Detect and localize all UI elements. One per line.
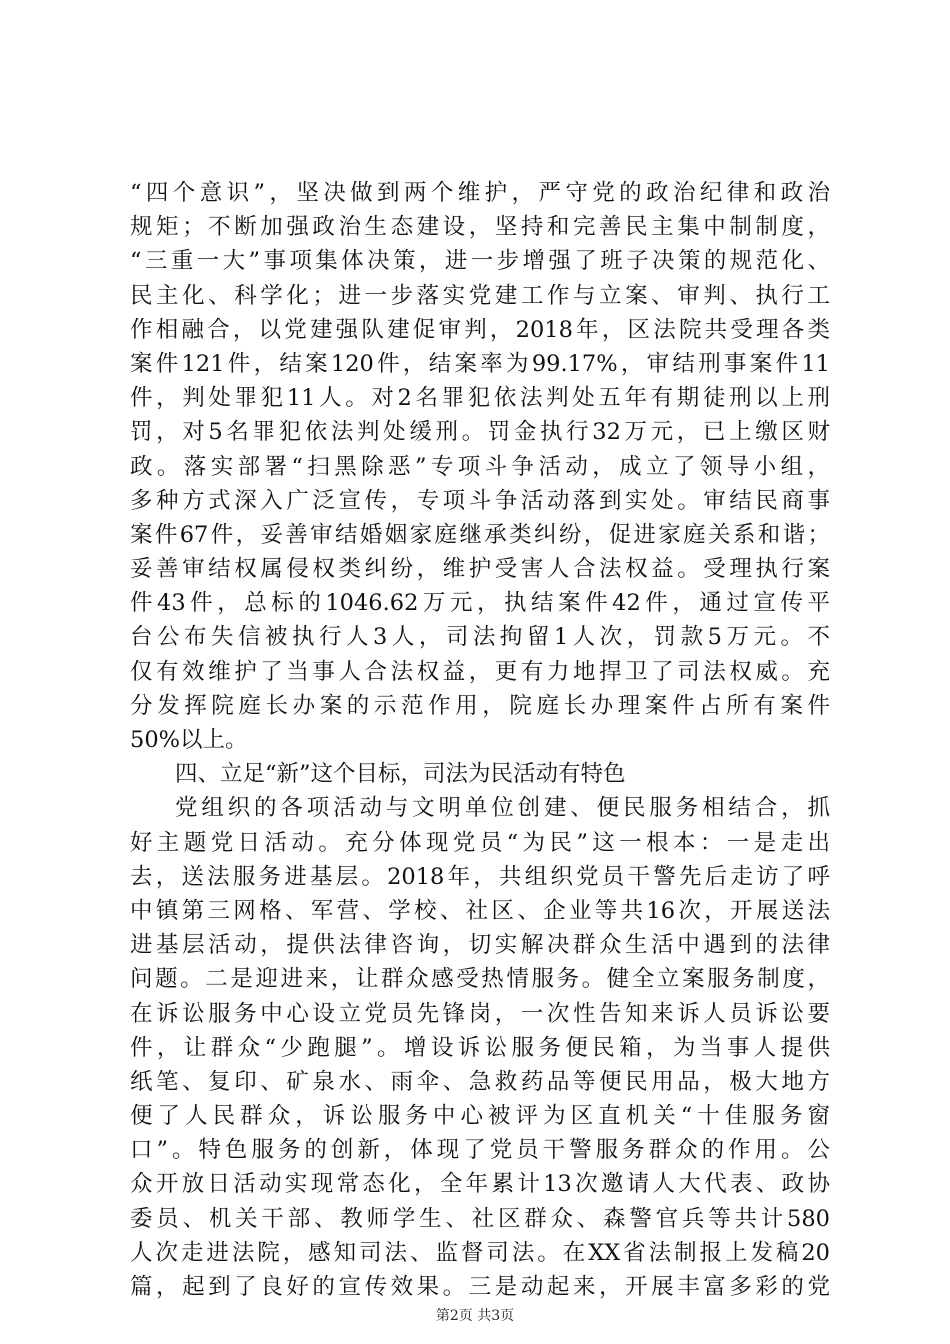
text-line: 案件67件，妥善审结婚姻家庭继承类纠纷，促进家庭关系和谐； [130,521,830,548]
text-line: 众开放日活动实现常态化，全年累计13次邀请人大代表、政协 [130,1171,830,1198]
text-line: 进基层活动，提供法律咨询，切实解决群众生活中遇到的法律 [130,932,830,959]
text-line: 妥善审结权属侵权类纠纷，维护受害人合法权益。受理执行案 [130,556,830,583]
text-line: 政。落实部署“扫黑除恶”专项斗争活动，成立了领导小组， [130,453,830,480]
section-heading: 四、立足“新”这个目标，司法为民活动有特色 [175,761,626,788]
text-line: 民主化、科学化；进一步落实党建工作与立案、审判、执行工 [130,282,830,309]
text-line: 分发挥院庭长办案的示范作用，院庭长办理案件占所有案件 [130,692,830,719]
text-line: 好主题党日活动。充分体现党员“为民”这一根本：一是走出 [130,829,830,856]
text-line: 仅有效维护了当事人合法权益，更有力地捍卫了司法权威。充 [130,658,830,685]
text-line: 在诉讼服务中心设立党员先锋岗，一次性告知来诉人员诉讼要 [130,1000,830,1027]
text-line: 规矩；不断加强政治生态建设，坚持和完善民主集中制制度， [130,214,830,241]
text-line: 便了人民群众，诉讼服务中心被评为区直机关“十佳服务窗 [130,1103,830,1130]
page-footer: 第2页 共3页 [435,1308,515,1324]
text-line: 多种方式深入广泛宣传，专项斗争活动落到实处。审结民商事 [130,487,830,514]
text-line: 件，让群众“少跑腿”。增设诉讼服务便民箱，为当事人提供 [130,1034,830,1061]
text-line: “三重一大”事项集体决策，进一步增强了班子决策的规范化、 [130,248,830,275]
paragraph-first-line: 党组织的各项活动与文明单位创建、便民服务相结合，抓 [175,795,830,822]
text-line: 件，判处罪犯11人。对2名罪犯依法判处五年有期徒刑以上刑 [130,385,830,412]
text-line: 罚，对5名罪犯依法判处缓刑。罚金执行32万元，已上缴区财 [130,419,830,446]
text-line: 篇，起到了良好的宣传效果。三是动起来，开展丰富多彩的党 [130,1274,830,1300]
document-body [130,176,830,1304]
text-line: 问题。二是迎进来，让群众感受热情服务。健全立案服务制度， [130,966,830,993]
text-line: 台公布失信被执行人3人，司法拘留1人次，罚款5万元。不 [130,624,830,651]
text-line: 50%以上。 [130,727,248,753]
text-line: 纸笔、复印、矿泉水、雨伞、急救药品等便民用品，极大地方 [130,1068,830,1095]
text-line: 委员、机关干部、教师学生、社区群众、森警官兵等共计580 [130,1205,830,1232]
text-line: 作相融合，以党建强队建促审判，2018年，区法院共受理各类 [130,316,830,343]
text-line: 口”。特色服务的创新，体现了党员干警服务群众的作用。公 [130,1137,830,1164]
text-line: 件43件，总标的1046.62万元，执结案件42件，通过宣传平 [130,590,830,617]
text-line: 去，送法服务进基层。2018年，共组织党员干警先后走访了呼 [130,863,830,890]
text-line: 人次走进法院，感知司法、监督司法。在XX省法制报上发稿20 [130,1239,830,1266]
text-line: 中镇第三网格、军营、学校、社区、企业等共16次，开展送法 [130,897,830,924]
text-line: 案件121件，结案120件，结案率为99.17%，审结刑事案件11 [130,350,830,377]
text-line: “四个意识”，坚决做到两个维护，严守党的政治纪律和政治 [130,180,830,206]
